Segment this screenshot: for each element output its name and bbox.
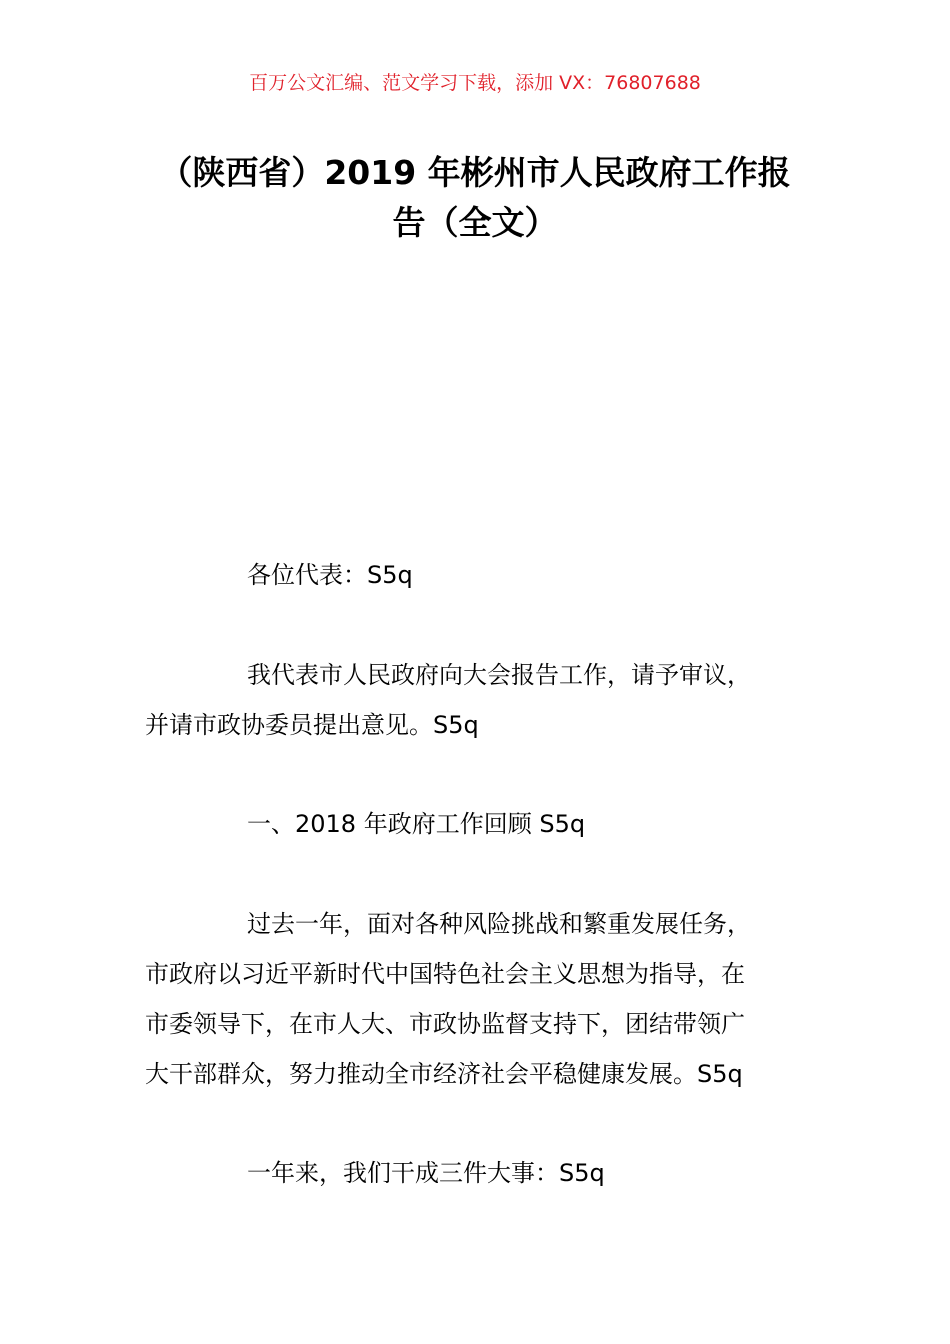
paragraph-line: 大干部群众，努力推动全市经济社会平稳健康发展。S5q <box>145 1059 743 1088</box>
paragraph <box>145 799 815 849</box>
paragraph-line: 市政府以习近平新时代中国特色社会主义思想为指导，在 <box>145 959 745 988</box>
document-body <box>145 550 815 1248</box>
paragraph-line: 一年来，我们干成三件大事：S5q <box>247 1159 605 1187</box>
paragraph <box>145 1148 815 1198</box>
document-title <box>0 148 950 248</box>
paragraph-line: 一、2018 年政府工作回顾 S5q <box>247 810 586 838</box>
title-line-1: （陕西省）2019 年彬州市人民政府工作报 <box>159 153 791 192</box>
paragraph-line: 过去一年，面对各种风险挑战和繁重发展任务， <box>247 909 751 938</box>
watermark-banner: 百万公文汇编、范文学习下载，添加 VX：76807688 <box>249 72 701 94</box>
title-line-2: 告（全文） <box>392 203 558 242</box>
paragraph-line: 并请市政协委员提出意见。S5q <box>145 710 479 739</box>
paragraph <box>145 899 815 1099</box>
paragraph-line: 各位代表：S5q <box>247 561 413 589</box>
paragraph-line: 我代表市人民政府向大会报告工作，请予审议， <box>247 660 751 689</box>
paragraph <box>145 550 815 600</box>
paragraph <box>145 650 815 750</box>
paragraph-line: 市委领导下，在市人大、市政协监督支持下，团结带领广 <box>145 1009 745 1038</box>
